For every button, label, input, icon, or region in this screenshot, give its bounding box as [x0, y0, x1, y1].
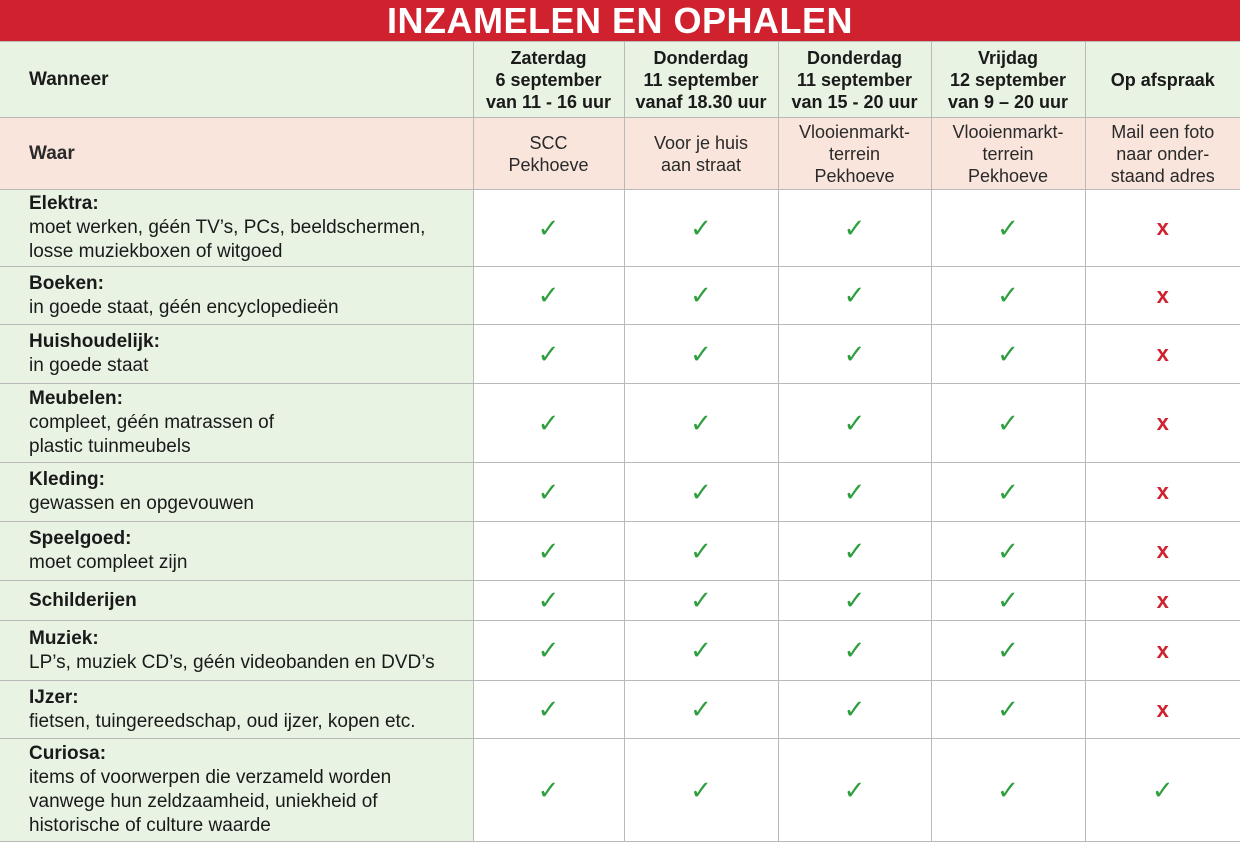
- table-row: [0, 739, 1240, 842]
- cross-icon: x: [1156, 538, 1169, 563]
- checkmark-icon: ✓: [997, 212, 1019, 243]
- checkmark-icon: ✓: [690, 535, 712, 566]
- checkmark-icon: ✓: [537, 694, 560, 724]
- item-label: [0, 739, 473, 842]
- when-cell-5: Op afspraak: [1085, 42, 1240, 118]
- checkmark-icon: ✓: [537, 407, 560, 438]
- item-title: Schilderijen: [29, 589, 137, 611]
- item-title: Boeken:: [29, 272, 104, 294]
- availability-cell: [624, 384, 778, 463]
- checkmark-icon: ✓: [690, 774, 712, 805]
- item-description: moet werken, géén TV’s, PCs, beeldschermen, losse muziekboxen of witgoed: [29, 217, 426, 262]
- availability-cell: [624, 190, 778, 267]
- item-label: [0, 621, 473, 681]
- item-label: [0, 325, 473, 384]
- when-cell-3: Donderdag 11 september van 15 - 20 uur: [778, 42, 931, 118]
- where-cell-3: Vlooienmarkt- terrein Pekhoeve: [778, 118, 931, 190]
- item-label: [0, 267, 473, 325]
- where-cell-2: Voor je huis aan straat: [624, 118, 778, 190]
- item-label: [0, 384, 473, 463]
- availability-cell: [778, 190, 931, 267]
- cross-icon: x: [1156, 410, 1169, 435]
- item-description: items of voorwerpen die verzameld worden vanwege hun zeldzaamheid, uniekheid of historische of culture waarde: [29, 767, 392, 836]
- when-row: [0, 42, 1240, 118]
- when-cell-1: Zaterdag 6 september van 11 - 16 uur: [473, 42, 624, 118]
- checkmark-icon: ✓: [537, 212, 560, 243]
- availability-cell: [624, 463, 778, 522]
- availability-cell: [778, 325, 931, 384]
- availability-cell: [473, 739, 624, 842]
- checkmark-icon: ✓: [997, 774, 1019, 805]
- availability-cell: [778, 681, 931, 739]
- availability-cell: [624, 325, 778, 384]
- availability-cell: [1085, 267, 1240, 325]
- cross-icon: x: [1156, 282, 1169, 308]
- collection-schedule-table: [0, 41, 1240, 842]
- checkmark-icon: ✓: [537, 280, 560, 310]
- availability-cell: [931, 384, 1085, 463]
- table-row: [0, 681, 1240, 739]
- item-description: in goede staat: [29, 355, 149, 376]
- availability-cell: [931, 190, 1085, 267]
- availability-cell: [1085, 522, 1240, 581]
- checkmark-icon: ✓: [997, 407, 1019, 438]
- availability-cell: [778, 522, 931, 581]
- item-title: Meubelen:: [29, 388, 123, 409]
- availability-cell: [1085, 739, 1240, 842]
- availability-cell: [624, 681, 778, 739]
- checkmark-icon: ✓: [843, 407, 866, 438]
- item-label: [0, 681, 473, 739]
- cross-icon: x: [1156, 587, 1169, 613]
- item-description: LP’s, muziek CD’s, géén videobanden en DVD’s: [29, 651, 435, 673]
- table-row: [0, 463, 1240, 522]
- availability-cell: [473, 190, 624, 267]
- when-cell-4: Vrijdag 12 september van 9 – 20 uur: [931, 42, 1085, 118]
- checkmark-icon: ✓: [690, 476, 712, 507]
- page-title: INZAMELEN EN OPHALEN: [0, 0, 1240, 41]
- checkmark-icon: ✓: [843, 774, 866, 805]
- checkmark-icon: ✓: [1151, 774, 1174, 805]
- where-row-label: Waar: [0, 118, 473, 190]
- availability-cell: [931, 325, 1085, 384]
- item-label: [0, 190, 473, 267]
- availability-cell: [473, 267, 624, 325]
- availability-cell: [931, 267, 1085, 325]
- table-row: [0, 621, 1240, 681]
- item-title: Elektra:: [29, 193, 99, 214]
- checkmark-icon: ✓: [537, 535, 560, 566]
- cross-icon: x: [1156, 215, 1169, 240]
- item-description: in goede staat, géén encyclopedieën: [29, 296, 339, 318]
- availability-cell: [1085, 681, 1240, 739]
- item-description: compleet, géén matrassen of plastic tuinmeubels: [29, 412, 275, 457]
- checkmark-icon: ✓: [843, 585, 866, 615]
- checkmark-icon: ✓: [690, 212, 712, 243]
- where-cell-1: SCC Pekhoeve: [473, 118, 624, 190]
- table-row: [0, 384, 1240, 463]
- checkmark-icon: ✓: [997, 338, 1019, 369]
- table-row: [0, 190, 1240, 267]
- checkmark-icon: ✓: [537, 476, 560, 507]
- checkmark-icon: ✓: [843, 535, 866, 566]
- checkmark-icon: ✓: [537, 338, 560, 369]
- checkmark-icon: ✓: [997, 476, 1019, 507]
- availability-cell: [473, 581, 624, 621]
- availability-cell: [624, 522, 778, 581]
- when-row-label: Wanneer: [0, 42, 473, 118]
- checkmark-icon: ✓: [690, 338, 712, 369]
- cross-icon: x: [1156, 479, 1169, 504]
- availability-cell: [778, 267, 931, 325]
- availability-cell: [473, 522, 624, 581]
- checkmark-icon: ✓: [843, 280, 866, 310]
- item-description: fietsen, tuingereedschap, oud ijzer, kopen etc.: [29, 710, 416, 732]
- item-title: Kleding:: [29, 469, 105, 490]
- item-label: [0, 463, 473, 522]
- availability-cell: [931, 739, 1085, 842]
- availability-cell: [624, 739, 778, 842]
- availability-cell: [931, 681, 1085, 739]
- availability-cell: [473, 681, 624, 739]
- checkmark-icon: ✓: [997, 535, 1019, 566]
- checkmark-icon: ✓: [690, 635, 712, 665]
- table-row: [0, 325, 1240, 384]
- availability-cell: [778, 581, 931, 621]
- item-title: Curiosa:: [29, 743, 107, 764]
- availability-cell: [1085, 463, 1240, 522]
- checkmark-icon: ✓: [843, 338, 866, 369]
- availability-cell: [473, 384, 624, 463]
- availability-cell: [931, 522, 1085, 581]
- availability-cell: [624, 581, 778, 621]
- item-title: Speelgoed:: [29, 528, 132, 549]
- availability-cell: [778, 621, 931, 681]
- checkmark-icon: ✓: [843, 212, 866, 243]
- cross-icon: x: [1156, 341, 1169, 366]
- cross-icon: x: [1156, 696, 1169, 722]
- availability-cell: [1085, 190, 1240, 267]
- item-label: [0, 522, 473, 581]
- availability-cell: [1085, 621, 1240, 681]
- availability-cell: [931, 621, 1085, 681]
- item-label: [0, 581, 473, 621]
- checkmark-icon: ✓: [690, 407, 712, 438]
- table-row: [0, 522, 1240, 581]
- availability-cell: [1085, 325, 1240, 384]
- item-description: moet compleet zijn: [29, 552, 188, 573]
- checkmark-icon: ✓: [843, 476, 866, 507]
- availability-cell: [624, 267, 778, 325]
- availability-cell: [473, 325, 624, 384]
- availability-cell: [473, 621, 624, 681]
- when-cell-2: Donderdag 11 september vanaf 18.30 uur: [624, 42, 778, 118]
- checkmark-icon: ✓: [690, 585, 712, 615]
- availability-cell: [624, 621, 778, 681]
- checkmark-icon: ✓: [690, 280, 712, 310]
- availability-cell: [778, 384, 931, 463]
- where-cell-5: Mail een foto naar onder- staand adres: [1085, 118, 1240, 190]
- item-title: Huishoudelijk:: [29, 331, 160, 352]
- checkmark-icon: ✓: [997, 694, 1019, 724]
- checkmark-icon: ✓: [537, 585, 560, 615]
- cross-icon: x: [1156, 637, 1169, 663]
- checkmark-icon: ✓: [537, 635, 560, 665]
- item-description: gewassen en opgevouwen: [29, 493, 255, 514]
- checkmark-icon: ✓: [690, 694, 712, 724]
- where-row: [0, 118, 1240, 190]
- table-row: [0, 267, 1240, 325]
- availability-cell: [1085, 384, 1240, 463]
- availability-cell: [778, 463, 931, 522]
- checkmark-icon: ✓: [997, 280, 1019, 310]
- item-title: IJzer:: [29, 686, 79, 708]
- checkmark-icon: ✓: [843, 694, 866, 724]
- item-title: Muziek:: [29, 627, 99, 649]
- where-cell-4: Vlooienmarkt- terrein Pekhoeve: [931, 118, 1085, 190]
- availability-cell: [473, 463, 624, 522]
- availability-cell: [931, 581, 1085, 621]
- checkmark-icon: ✓: [997, 585, 1019, 615]
- checkmark-icon: ✓: [997, 635, 1019, 665]
- availability-cell: [931, 463, 1085, 522]
- checkmark-icon: ✓: [843, 635, 866, 665]
- availability-cell: [1085, 581, 1240, 621]
- table-row: [0, 581, 1240, 621]
- availability-cell: [778, 739, 931, 842]
- checkmark-icon: ✓: [537, 774, 560, 805]
